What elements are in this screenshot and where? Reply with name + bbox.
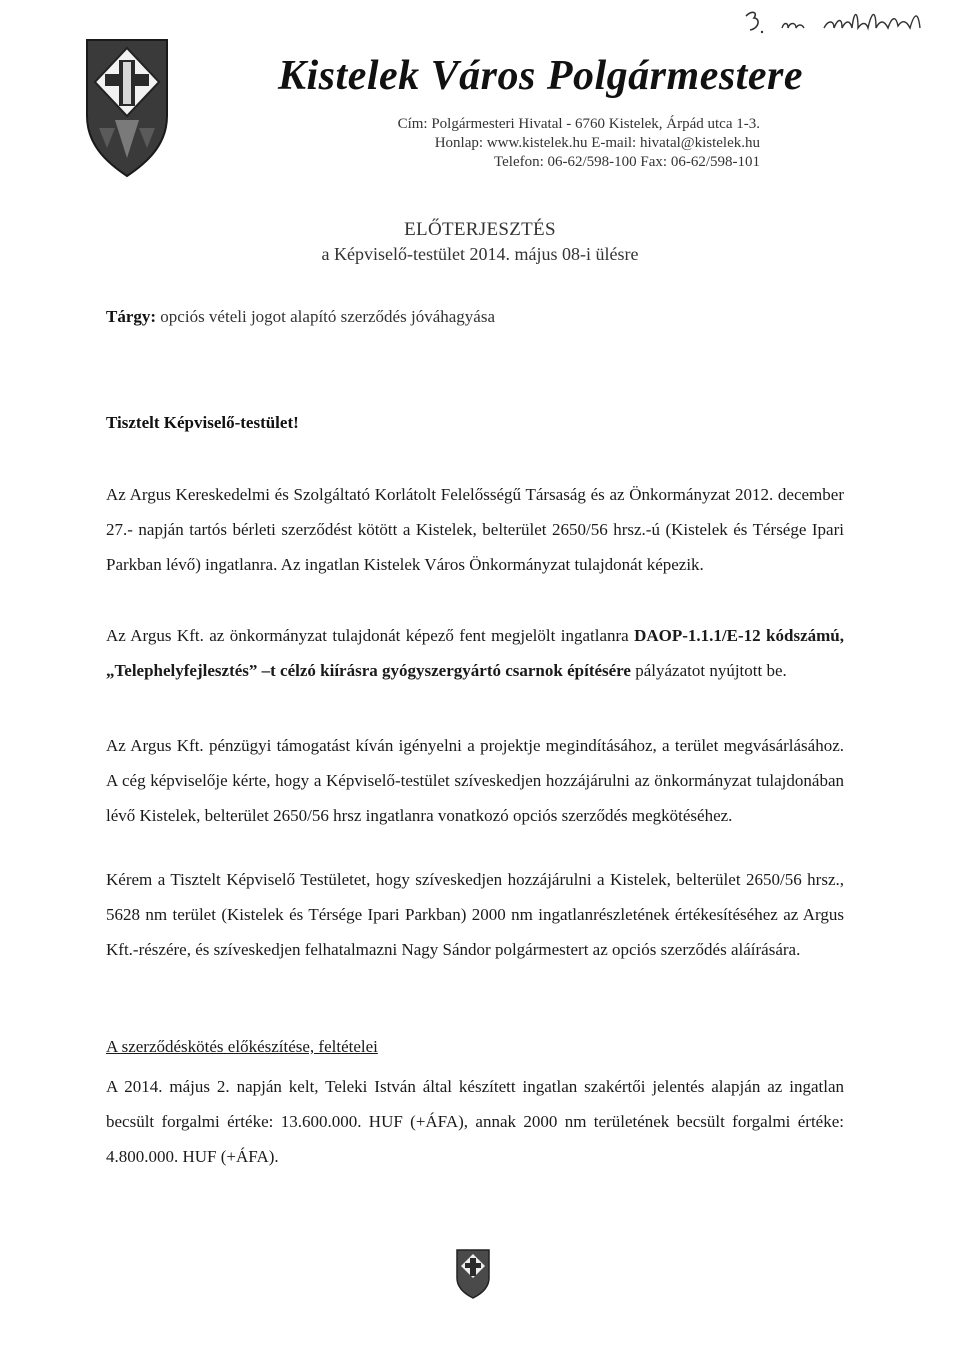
proposal-heading-block	[280, 218, 680, 266]
salutation: Tisztelt Képviselő-testület!	[106, 413, 299, 432]
paragraph-1-text: Az Argus Kereskedelmi és Szolgáltató Korlátolt Felelősségű Társaság és az Önkormányzat 2012. december 27.- napján tartós bérleti szerződést kötött a Kistelek, belterület 2650/56 hrsz.-ú (Kistelek és Térsége Ipari Parkban lévő) ingatlanra. Az ingatlan Kistelek Város Önkormányzat tulajdonát képezik.	[106, 485, 844, 574]
handwritten-note-icon	[738, 6, 950, 40]
paragraph-2	[106, 618, 844, 688]
paragraph-2-text	[106, 618, 844, 688]
proposal-heading: ELŐTERJESZTÉS	[404, 219, 556, 240]
address-line: Cím: Polgármesteri Hivatal - 6760 Kistelek, Árpád utca 1-3.	[397, 116, 760, 132]
web-email-line: Honlap: www.kistelek.hu E-mail: hivatal@kistelek.hu	[434, 135, 760, 151]
paragraph-4-text: Kérem a Tisztelt Képviselő Testületet, hogy szíveskedjen hozzájárulni a Kistelek, belterület 2650/56 hrsz., 5628 nm terület (Kistelek és Térsége Ipari Parkban) 2000 nm ingatlanrészletének értékesítéséhez az Argus Kft.-részére, és szíveskedjen felhatalmazni Nagy Sándor polgármestert az opciós szerződés aláírására.	[106, 870, 844, 959]
paragraph-2-part-a: Az Argus Kft. az önkormányzat tulajdonát képező fent megjelölt ingatlanra	[106, 626, 635, 645]
proposal-subheading: a Képviselő-testület 2014. május 08-i ülésre	[321, 244, 639, 264]
subject-line	[106, 307, 495, 327]
paragraph-4	[106, 862, 844, 967]
paragraph-2-bold-part: DAOP-1.1.1/E-12 kódszámú, „Telephelyfejlesztés” –t célzó kiírásra gyógyszergyártó csarnok építésére	[106, 626, 844, 680]
coat-of-arms-icon	[85, 38, 169, 178]
paragraph-2-part-c: pályázatot nyújtott be.	[630, 661, 787, 680]
paragraph-3-text: Az Argus Kft. pénzügyi támogatást kíván igényelni a projektje megindításához, a terület megvásárlásához. A cég képviselője kérte, hogy a Képviselő-testület szíveskedjen hozzájárulni az önkormányzat tulajdonában lévő Kistelek, belterület 2650/56 hrsz ingatlanra vonatkozó opciós szerződés megkötéséhez.	[106, 736, 844, 825]
phone-fax-line: Telefon: 06-62/598-100 Fax: 06-62/598-101	[494, 154, 760, 170]
page-title: Kistelek Város Polgármestere	[278, 53, 803, 99]
section-heading: A szerződéskötés előkészítése, feltételei	[106, 1037, 378, 1056]
contact-block	[300, 115, 760, 172]
subject-label: Tárgy:	[106, 307, 157, 326]
paragraph-1	[106, 477, 844, 582]
paragraph-5	[106, 1069, 844, 1174]
footer-crest-icon	[455, 1248, 491, 1300]
paragraph-3	[106, 728, 844, 833]
subject-text: opciós vételi jogot alapító szerződés jóváhagyása	[160, 307, 495, 326]
paragraph-5-text: A 2014. május 2. napján kelt, Teleki István által készített ingatlan szakértői jelentés alapján az ingatlan becsült forgalmi értéke: 13.600.000. HUF (+ÁFA), annak 2000 nm területének becsült forgalmi értéke: 4.800.000. HUF (+ÁFA).	[106, 1077, 844, 1166]
